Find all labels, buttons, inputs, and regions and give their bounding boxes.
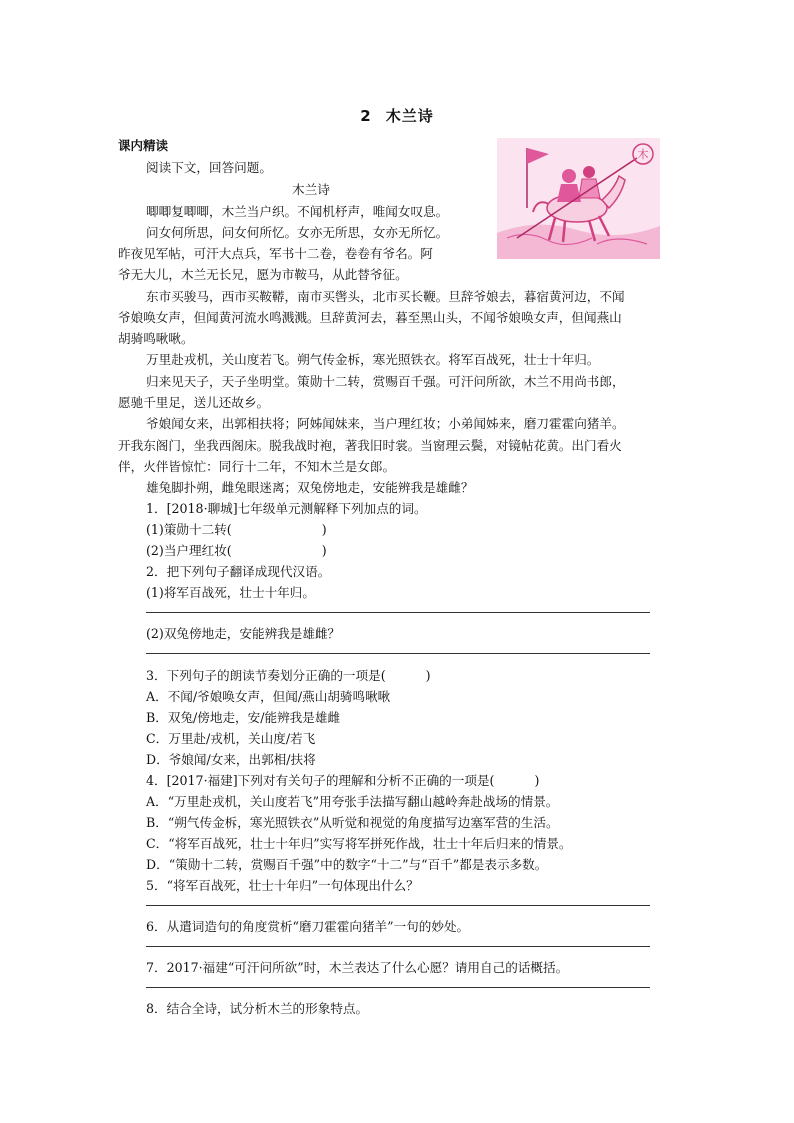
- answer-line[interactable]: [146, 946, 650, 947]
- question-text: 4．[2017·福建]下列对有关句子的理解和分析不正确的一项是(: [146, 773, 495, 788]
- question-2: 2．把下列句子翻译成现代汉语。: [146, 564, 331, 579]
- poem-line: 爷娘闻女来，出郭相扶将；阿姊闻妹来，当户理红妆；小弟闻姊来，磨刀霍霍向猪羊。: [146, 416, 625, 431]
- poem-line: 雄兔脚扑朔，雌兔眼迷离；双兔傍地走，安能辨我是雄雌？: [146, 480, 474, 495]
- poem-title: 木兰诗: [292, 182, 330, 197]
- option-c: C．“将军百战死，壮士十年归”实写将军拼死作战，壮士十年后归来的情景。: [146, 836, 572, 851]
- question-2-item-2: (2)双兔傍地走，安能辨我是雄雌？: [146, 626, 341, 641]
- option-b: B．“朔气传金柝，寒光照铁衣”从听觉和视觉的角度描写边塞军营的生活。: [146, 815, 559, 830]
- poem-line: 唧唧复唧唧，木兰当户织。不闻机杼声，唯闻女叹息。: [146, 204, 449, 219]
- answer-line[interactable]: [146, 612, 650, 613]
- page-title: [0, 105, 794, 126]
- question-7: 7．2017·福建“可汗问所欲”时，木兰表达了什么心愿？请用自己的话概括。: [146, 960, 569, 975]
- poem-line: 问女何所思，问女何所忆。女亦无所思，女亦无所忆。: [146, 225, 449, 240]
- item-text: (2)当户理红妆(: [146, 543, 232, 558]
- poem-line: 归来见天子，天子坐明堂。策勋十二转，赏赐百千强。可汗问所欲，木兰不用尚书郎，: [146, 374, 625, 389]
- question-8: 8．结合全诗，试分析木兰的形象特点。: [146, 1001, 369, 1016]
- close-paren: ): [321, 543, 327, 558]
- question-2-item-1: (1)将军百战死，壮士十年归。: [146, 585, 315, 600]
- question-4: [146, 771, 539, 791]
- instruction-text: 阅读下文，回答问题。: [146, 160, 272, 175]
- poem-line: 胡骑鸣啾啾。: [118, 331, 194, 346]
- option-a: A．不闻/爷娘唤女声，但闻/燕山胡骑鸣啾啾: [146, 689, 391, 704]
- poem-line: 爷无大儿，木兰无长兄，愿为市鞍马，从此替爷征。: [118, 267, 408, 282]
- close-paren: ): [425, 668, 431, 683]
- section-label: 课内精读: [118, 138, 169, 153]
- question-1: 1．[2018·聊城]七年级单元测解释下列加点的词。: [146, 501, 427, 516]
- poem-line: 愿驰千里足，送儿还故乡。: [118, 395, 270, 410]
- question-text: 3．下列句子的朗读节奏划分正确的一项是(: [146, 668, 386, 683]
- option-a: A．“万里赴戎机，关山度若飞”用夸张手法描写翻山越岭奔赴战场的情景。: [146, 794, 559, 809]
- poem-line: 开我东阁门，坐我西阁床。脱我战时袍，著我旧时裳。当窗理云鬓，对镜帖花黄。出门看火: [118, 438, 622, 453]
- answer-line[interactable]: [146, 653, 650, 654]
- lesson-number: 2: [360, 107, 372, 125]
- option-c: C．万里赴/戎机，关山度/若飞: [146, 731, 316, 746]
- question-3: [146, 666, 431, 686]
- mulan-illustration: [497, 138, 660, 259]
- close-paren: ): [534, 773, 540, 788]
- close-paren: ): [321, 522, 327, 537]
- question-6: 6．从遣词造句的角度赏析“磨刀霍霍向猪羊”一句的妙处。: [146, 919, 470, 934]
- poem-line: 昨夜见军帖，可汗大点兵，军书十二卷，卷卷有爷名。阿: [118, 246, 433, 261]
- option-d: D．爷娘闻/女来，出郭相/扶将: [146, 752, 316, 767]
- question-1-item-1: [146, 520, 327, 540]
- poem-line: 东市买骏马，西市买鞍鞯，南市买辔头，北市买长鞭。旦辞爷娘去，暮宿黄河边，不闻: [146, 289, 625, 304]
- poem-line: 万里赴戎机，关山度若飞。朔气传金柝，寒光照铁衣。将军百战死，壮士十年归。: [146, 352, 600, 367]
- option-b: B．双兔/傍地走，安/能辨我是雄雌: [146, 710, 341, 725]
- poem-line: 爷娘唤女声，但闻黄河流水鸣溅溅。旦辞黄河去，暮至黑山头，不闻爷娘唤女声，但闻燕山: [118, 310, 622, 325]
- answer-line[interactable]: [146, 987, 650, 988]
- question-5: 5．“将军百战死，壮士十年归”一句体现出什么？: [146, 878, 419, 893]
- answer-line[interactable]: [146, 905, 650, 906]
- seal-character: 木: [637, 148, 649, 161]
- lesson-title: 木兰诗: [385, 107, 434, 125]
- question-1-item-2: [146, 541, 327, 561]
- poem-line: 伴，火伴皆惊忙：同行十二年，不知木兰是女郎。: [118, 459, 396, 474]
- option-d: D．“策勋十二转，赏赐百千强”中的数字“十二”与“百千”都是表示多数。: [146, 857, 548, 872]
- item-text: (1)策勋十二转(: [146, 522, 232, 537]
